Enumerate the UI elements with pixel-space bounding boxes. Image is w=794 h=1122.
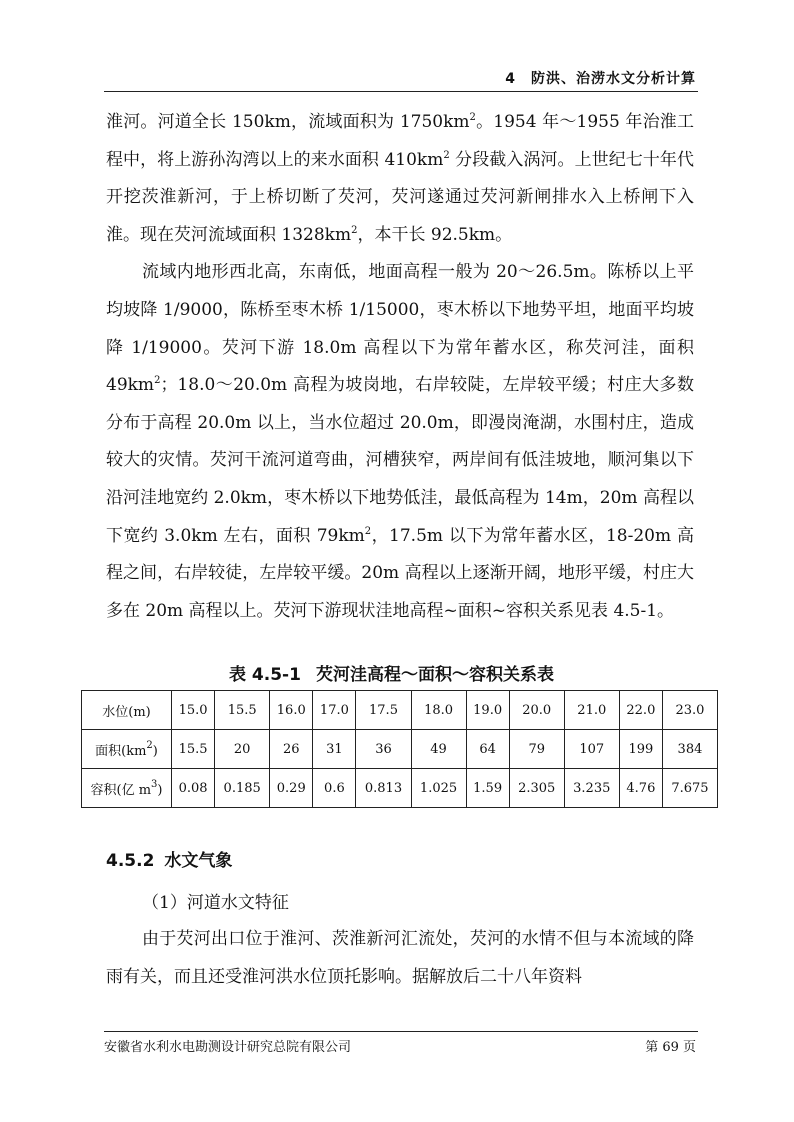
table-cell: 20.0 (509, 691, 564, 730)
table-cell: 199 (619, 730, 662, 769)
table-cell: 36 (356, 730, 411, 769)
table-cell: 17.0 (313, 691, 356, 730)
header-rule (104, 91, 698, 92)
table-cell: 0.813 (356, 769, 411, 808)
table-cell: 26 (270, 730, 313, 769)
subsection-heading: （1）河道水文特征 (142, 893, 289, 913)
table-cell: 0.185 (215, 769, 270, 808)
table-caption (106, 656, 694, 686)
p2-part-b: ；18.0～20.0m 高程为坡岗地，右岸较陡，左岸较平缓；村庄大多数分布于高程 20.0m 以上，当水位超过 20.0m，即漫岗淹湖，水围村庄，造成较大的灾情。芡河干流河道弯曲，河槽狭窄，两岸间有低洼坡地，顺河集以下沿河洼地宽约 2.0km，枣木桥以下地势低洼，最低高程为 14m，20m 高程以下宽约 3.0km 左右，面积 79km (106, 375, 694, 546)
table-cell: 16.0 (270, 691, 313, 730)
table-cell: 31 (313, 730, 356, 769)
table-row (82, 691, 718, 730)
table-number: 表 4.5-1 (229, 665, 301, 685)
table-cell: 0.08 (172, 769, 215, 808)
footer-rule (104, 1031, 698, 1032)
table-cell: 79 (509, 730, 564, 769)
table-title: 芡河洼高程～面积～容积关系表 (316, 665, 554, 685)
table-cell: 21.0 (564, 691, 619, 730)
table-cell: 1.59 (466, 769, 509, 808)
row-header-text: 面积(km (95, 743, 147, 759)
table-cell: 20 (215, 730, 270, 769)
row-header: 水位(m) (82, 691, 172, 730)
table-cell: 15.5 (215, 691, 270, 730)
table-cell: 22.0 (619, 691, 662, 730)
footer-page-number: 第 69 页 (645, 1040, 696, 1055)
table-cell: 3.235 (564, 769, 619, 808)
row-header-end: ) (157, 782, 163, 798)
p1-part-b: 。1954 年～1955 年治淮工程中，将上游孙沟湾以上的来水面积 410km (106, 112, 694, 170)
row-header-sup: 2 (146, 739, 153, 751)
sup: 2 (469, 112, 476, 123)
section-heading (106, 846, 232, 871)
sup: 2 (364, 525, 372, 537)
table-row (82, 730, 718, 769)
table-cell: 0.29 (270, 769, 313, 808)
sup: 2 (443, 149, 450, 161)
running-header: 4 防洪、治涝水文分析计算 (505, 71, 696, 87)
table-cell: 4.76 (619, 769, 662, 808)
table-cell: 64 (466, 730, 509, 769)
table-cell: 0.6 (313, 769, 356, 808)
row-header (82, 769, 172, 808)
table-cell: 2.305 (509, 769, 564, 808)
table-row (82, 769, 718, 808)
table-cell: 49 (411, 730, 466, 769)
paragraph-2 (106, 254, 694, 630)
sup: 2 (154, 375, 161, 387)
row-header-sup: 3 (151, 778, 158, 790)
table-cell: 15.5 (172, 730, 215, 769)
p1-part-a: 淮河。河道全长 150km，流域面积为 1750km (106, 112, 470, 132)
row-header (82, 730, 172, 769)
table-cell: 19.0 (466, 691, 509, 730)
table-cell: 17.5 (356, 691, 411, 730)
table-cell: 7.675 (662, 769, 717, 808)
paragraph-1 (106, 104, 694, 254)
body-text-2 (106, 921, 694, 996)
row-header-end: ) (152, 743, 158, 759)
table-cell: 18.0 (411, 691, 466, 730)
p2-part-c: ，17.5m 以下为常年蓄水区，18-20m 高程之间，右岸较徒，左岸较平缓。20m 高程以上逐渐开阔，地形平缓，村庄大多在 20m 高程以上。芡河下游现状洼地高程~面积~容积关系见表 4.5-1。 (106, 525, 694, 621)
table-cell: 15.0 (172, 691, 215, 730)
elevation-area-volume-table (81, 690, 718, 808)
row-header-text: 容积(亿 m (90, 782, 152, 798)
paragraph-3: 由于芡河出口位于淮河、茨淮新河汇流处，芡河的水情不但与本流域的降雨有关，而且还受淮河洪水位顶托影响。据解放后二十八年资料 (106, 929, 694, 987)
section-number: 4.5.2 (106, 851, 155, 871)
footer-company: 安徽省水利水电勘测设计研究总院有限公司 (104, 1040, 352, 1055)
p1-part-c: 分段截入涡河。上世纪七十年代开挖茨淮新河，于上桥切断了芡河，芡河遂通过芡河新闸排水入上桥闸下入淮。现在芡河流域面积 1328km (106, 149, 694, 245)
table-cell: 23.0 (662, 691, 717, 730)
p1-part-d: ，本干长 92.5km。 (357, 224, 513, 245)
p2-part-a: 流域内地形西北高，东南低，地面高程一般为 20～26.5m。陈桥以上平均坡降 1/9000，陈桥至枣木桥 1/15000，枣木桥以下地势平坦，地面平均坡降 1/19000。芡河下游 18.0m 高程以下为常年蓄水区，称芡河洼，面积 49km (106, 262, 694, 396)
section-title: 水文气象 (164, 851, 233, 871)
table-cell: 384 (662, 730, 717, 769)
table-cell: 1.025 (411, 769, 466, 808)
table-cell: 107 (564, 730, 619, 769)
body-text (106, 104, 694, 630)
sup: 2 (351, 224, 358, 236)
